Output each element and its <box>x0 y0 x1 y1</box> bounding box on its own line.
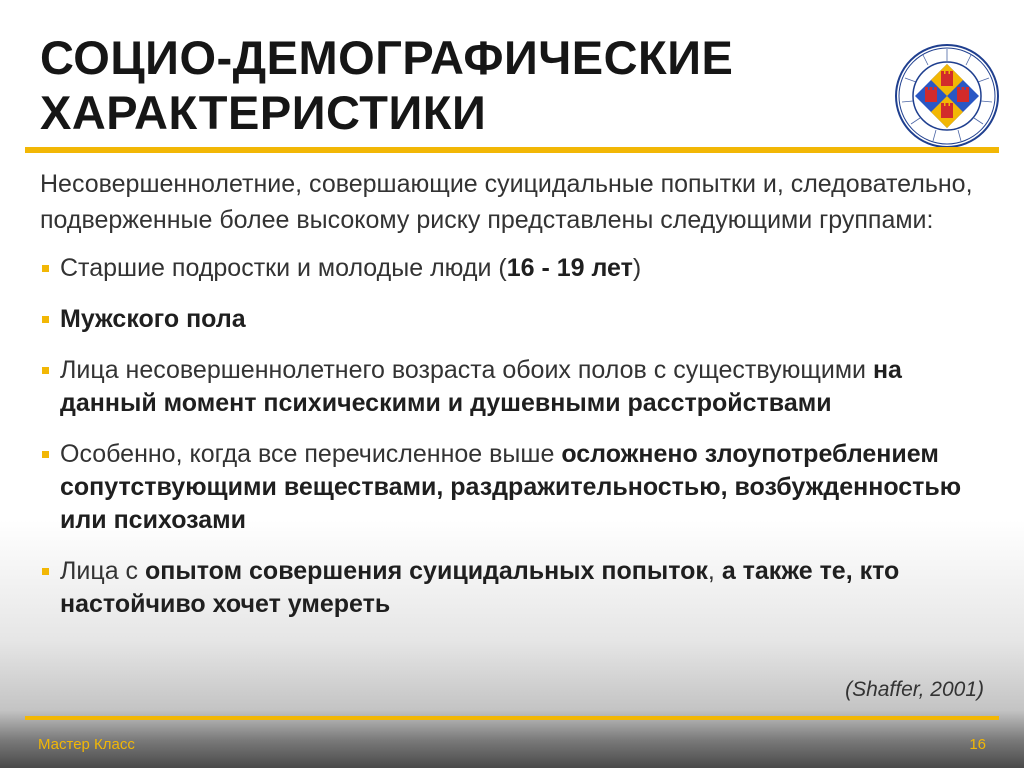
footer-label: Мастер Класс <box>38 736 135 753</box>
bullet-square-icon <box>42 451 49 458</box>
bullet-square-icon <box>42 367 49 374</box>
page-title <box>40 30 880 140</box>
list-item: Особенно, когда все перечисленное выше осложнено злоупотреблением сопутствующими веществами, раздражительностью, возбужденностью или психозами <box>40 438 990 537</box>
title-divider <box>25 147 999 153</box>
citation: (Shaffer, 2001) <box>845 678 984 701</box>
university-seal-logo <box>895 44 999 148</box>
page-number: 16 <box>969 736 986 753</box>
bullet-list <box>40 252 990 621</box>
footer-divider <box>25 716 999 720</box>
list-item: Старшие подростки и молодые люди (16 - 19 лет) <box>40 252 990 285</box>
title-line-1: СОЦИО-ДЕМОГРАФИЧЕСКИЕ <box>40 31 734 84</box>
bullet-square-icon <box>42 316 49 323</box>
slide-body <box>40 166 990 639</box>
bullet-square-icon <box>42 568 49 575</box>
bullet-square-icon <box>42 265 49 272</box>
title-line-2: ХАРАКТЕРИСТИКИ <box>40 86 487 139</box>
intro-paragraph: Несовершеннолетние, совершающие суицидальные попытки и, следовательно, подверженные более высокому риску представлены следующими группами: <box>40 170 973 234</box>
list-item: Лица несовершеннолетнего возраста обоих полов с существующими на данный момент психическими и душевными расстройствами <box>40 354 990 420</box>
list-item: Мужского пола <box>40 303 990 336</box>
list-item: Лица с опытом совершения суицидальных попыток, а также те, кто настойчиво хочет умереть <box>40 555 990 621</box>
